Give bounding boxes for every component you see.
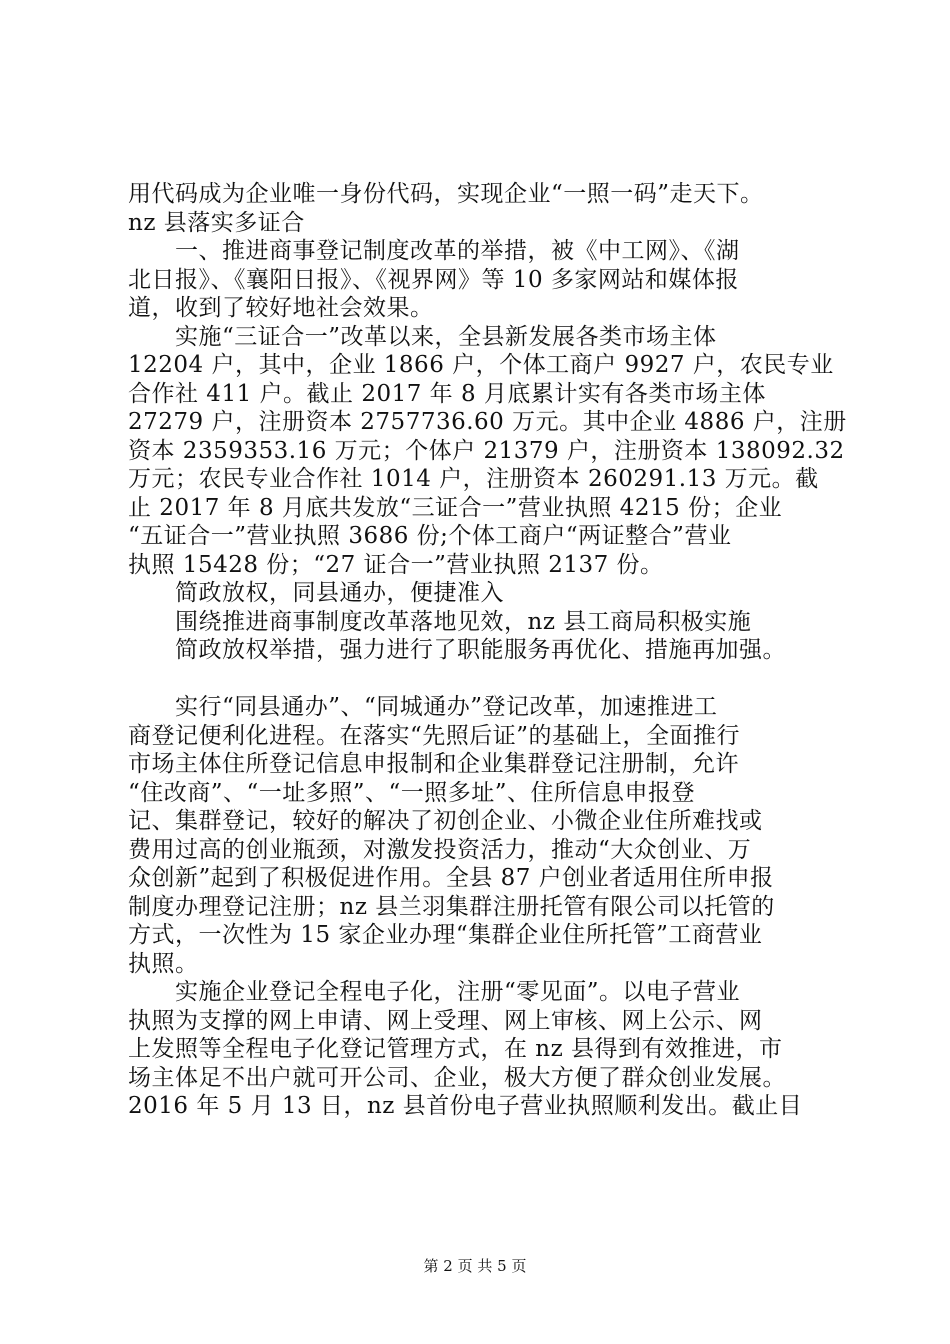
text-line: 简政放权举措，强力进行了职能服务再优化、措施再加强。	[128, 637, 786, 663]
text-line: 围绕推进商事制度改革落地见效，nz 县工商局积极实施	[128, 608, 752, 635]
text-line: 方式，一次性为 15 家企业办理“集群企业住所托管”工商营业	[128, 922, 763, 948]
body-text	[128, 180, 847, 1121]
text-line: 实施“三证合一”改革以来，全县新发展各类市场主体	[128, 323, 717, 350]
text-line: 实施企业登记全程电子化，注册“零见面”。以电子营业	[128, 979, 741, 1005]
text-line: 资本 2359353.16 万元；个体户 21379 户，注册资本 138092.32	[128, 437, 845, 464]
text-line: 执照为支撑的网上申请、网上受理、网上审核、网上公示、网	[128, 1007, 763, 1034]
text-line: 实行“同县通办”、“同城通办”登记改革，加速推进工	[128, 694, 718, 720]
text-line: 27279 户，注册资本 2757736.60 万元。其中企业 4886 户，注册	[128, 409, 847, 435]
text-line: 用代码成为企业唯一身份代码，实现企业“一照一码”走天下。	[128, 181, 764, 207]
text-line: 北日报》、《襄阳日报》、《视界网》等 10 多家网站和媒体报	[128, 266, 739, 293]
text-line: 上发照等全程电子化登记管理方式，在 nz 县得到有效推进，市	[128, 1036, 783, 1062]
text-line: nz 县落实多证合	[128, 209, 305, 236]
text-line: 2016 年 5 月 13 日，nz 县首份电子营业执照顺利发出。截止目	[128, 1093, 803, 1119]
text-line: 众创新”起到了积极促进作用。全县 87 户创业者适用住所申报	[128, 865, 774, 891]
text-line: 市场主体住所登记信息申报制和企业集群登记注册制，允许	[128, 751, 739, 777]
text-line: 合作社 411 户。截止 2017 年 8 月底累计实有各类市场主体	[128, 380, 766, 407]
text-line: 12204 户，其中，企业 1866 户，个体工商户 9927 户，农民专业	[128, 352, 834, 378]
page-footer: 第 2 页 共 5 页	[423, 1257, 527, 1275]
text-line: 一、推进商事登记制度改革的举措，被《中工网》、《湖	[128, 238, 740, 264]
text-line: 执照 15428 份；“27 证合一”营业执照 2137 份。	[128, 551, 664, 578]
text-line: 记、集群登记，较好的解决了初创企业、小微企业住所难找或	[128, 808, 763, 834]
text-line: “五证合一”营业执照 3686 份;个体工商户“两证整合”营业	[128, 523, 732, 549]
text-line: 道，收到了较好地社会效果。	[128, 295, 434, 321]
text-line: 执照。	[128, 950, 199, 977]
text-line: 简政放权，同县通办，便捷准入	[128, 580, 504, 606]
text-line: 制度办理登记注册；nz 县兰羽集群注册托管有限公司以托管的	[128, 893, 775, 920]
text-line: 万元；农民专业合作社 1014 户，注册资本 260291.13 万元。截	[128, 466, 819, 492]
text-line: 场主体足不出户就可开公司、企业，极大方便了群众创业发展。	[128, 1064, 786, 1091]
text-line	[128, 665, 828, 694]
text-line: 费用过高的创业瓶颈，对激发投资活力，推动“大众创业、万	[128, 836, 752, 863]
text-line: 止 2017 年 8 月底共发放“三证合一”营业执照 4215 份；企业	[128, 494, 783, 521]
text-line: “住改商”、“一址多照”、“一照多址”、住所信息申报登	[128, 779, 696, 806]
text-line: 商登记便利化进程。在落实“先照后证”的基础上，全面推行	[128, 722, 741, 749]
